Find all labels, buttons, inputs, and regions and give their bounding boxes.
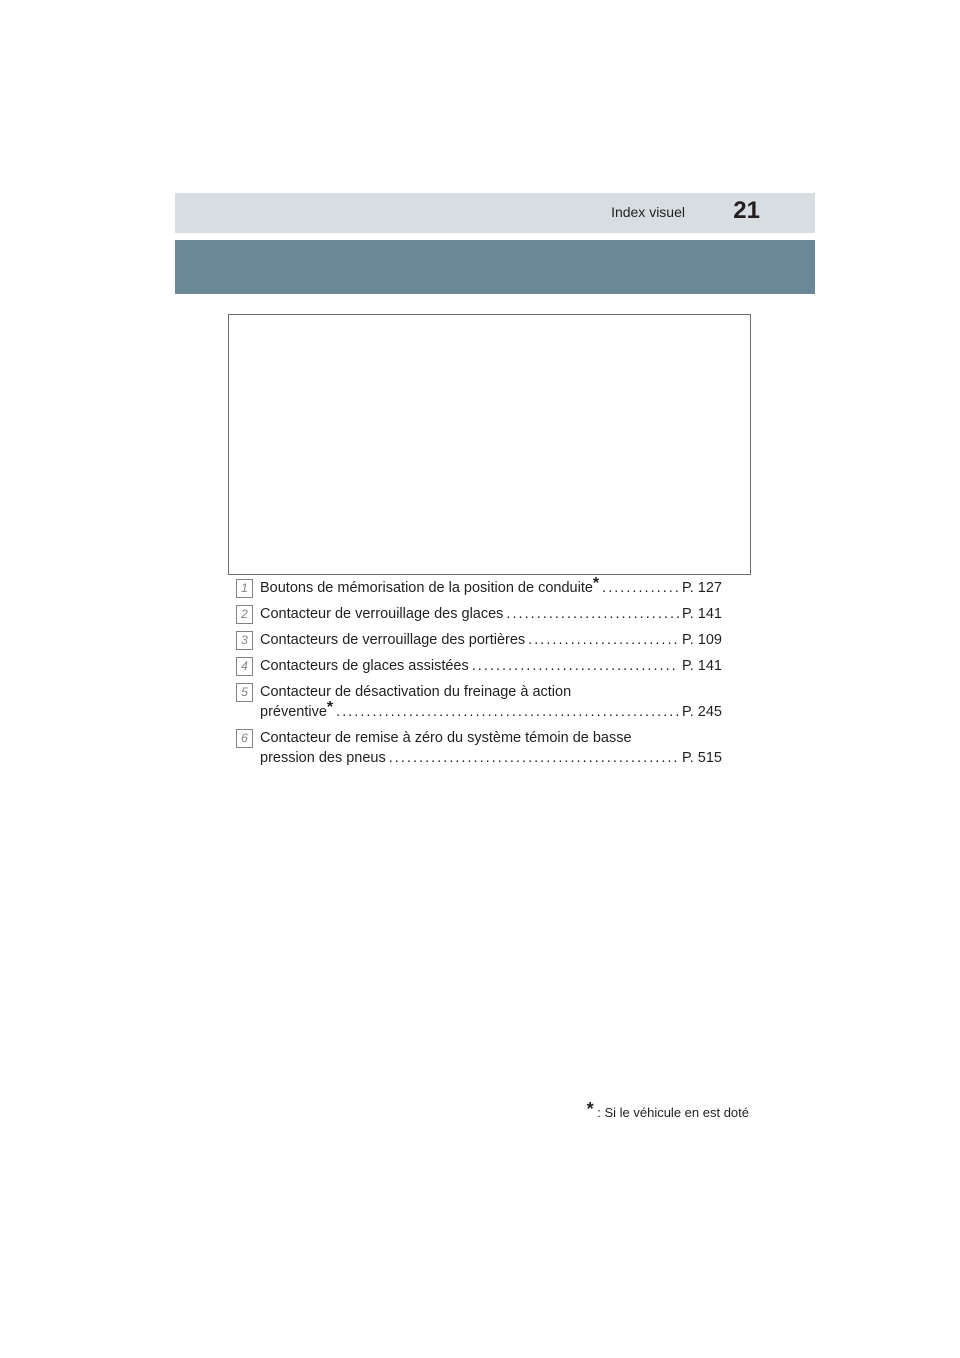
list-item xyxy=(236,604,722,624)
asterisk-icon: * xyxy=(586,1099,594,1119)
dot-leader xyxy=(506,604,679,624)
item-label-line1: Contacteur de remise à zéro du système témoin de basse xyxy=(260,730,632,746)
section-title: Index visuel xyxy=(611,204,685,220)
list-item xyxy=(236,575,722,598)
dot-leader xyxy=(389,748,679,768)
list-item xyxy=(236,630,722,650)
item-number-badge: 4 xyxy=(236,657,253,676)
footnote xyxy=(587,1099,749,1120)
item-label-line2: préventive xyxy=(260,704,327,720)
figure-placeholder xyxy=(228,314,751,575)
section-band xyxy=(175,240,815,294)
item-label: Boutons de mémorisation de la position de conduite xyxy=(260,580,593,596)
item-label-line1: Contacteur de désactivation du freinage à action xyxy=(260,684,572,700)
asterisk-icon: * xyxy=(326,699,334,716)
item-number-badge: 6 xyxy=(236,729,253,748)
dot-leader xyxy=(528,630,679,650)
item-label-line2: pression des pneus xyxy=(260,750,386,766)
dot-leader xyxy=(336,702,679,722)
page-reference[interactable]: P. 109 xyxy=(681,632,722,648)
footnote-text: : Si le véhicule en est doté xyxy=(597,1105,749,1120)
asterisk-icon: * xyxy=(592,575,600,592)
page-number: 21 xyxy=(733,197,760,224)
item-label: Contacteurs de glaces assistées xyxy=(260,658,469,674)
dot-leader xyxy=(472,656,679,676)
item-number-badge: 2 xyxy=(236,605,253,624)
list-item xyxy=(236,682,722,722)
page-reference[interactable]: P. 141 xyxy=(681,606,722,622)
list-item xyxy=(236,728,722,768)
item-label: Contacteur de verrouillage des glaces xyxy=(260,606,504,622)
page-reference[interactable]: P. 515 xyxy=(681,750,722,766)
dot-leader xyxy=(602,578,679,598)
item-number-badge: 5 xyxy=(236,683,253,702)
page-header xyxy=(175,193,815,233)
item-number-badge: 3 xyxy=(236,631,253,650)
list-item xyxy=(236,656,722,676)
page-reference[interactable]: P. 141 xyxy=(681,658,722,674)
item-number-badge: 1 xyxy=(236,579,253,598)
page-reference[interactable]: P. 245 xyxy=(681,704,722,720)
item-label: Contacteurs de verrouillage des portières xyxy=(260,632,526,648)
page-reference[interactable]: P. 127 xyxy=(681,580,722,596)
item-list xyxy=(236,575,722,774)
